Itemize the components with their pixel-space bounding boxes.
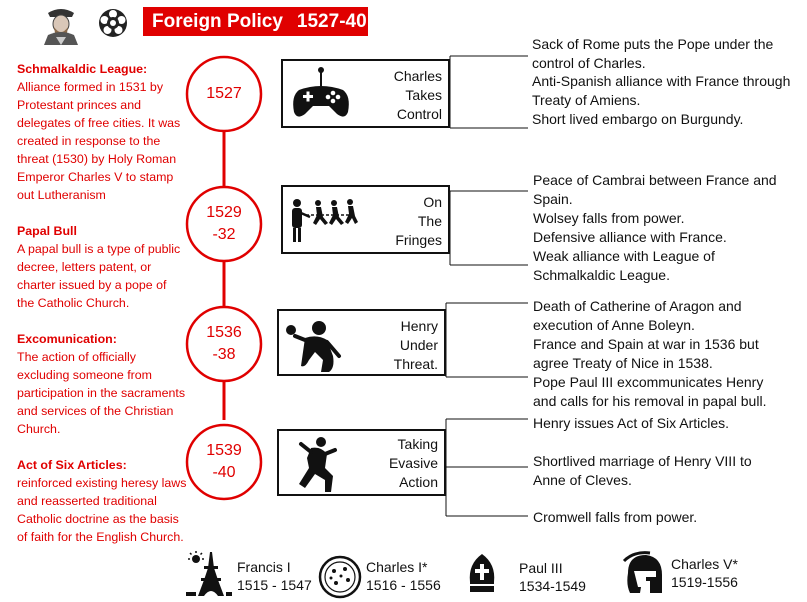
period-box-4 [277, 429, 446, 496]
glossary-term: Excomunication: [17, 332, 117, 346]
glossary-term: Act of Six Articles: [17, 458, 127, 472]
glossary-term: Papal Bull [17, 224, 77, 238]
event-item: France and Spain at war in 1536 but agree Treaty of Nice in 1538. [533, 336, 759, 371]
event-item: Henry issues Act of Six Articles. [533, 415, 730, 431]
running-figures-icon [288, 195, 358, 247]
period-label-line: Evasive [388, 455, 438, 471]
period-label-line: Under [399, 337, 438, 353]
legend-name: Charles V* [671, 556, 738, 572]
legend-name: Francis I [237, 559, 291, 575]
period-years-line: 1527 [206, 85, 242, 102]
period-years-2 [188, 202, 260, 246]
legend-years: 1519-1556 [671, 574, 738, 590]
period-label-line: Control [396, 106, 442, 122]
event-item: Shortlived marriage of Henry VIII to Anne of Cleves. [533, 453, 752, 488]
period-label-line: Taking [397, 436, 438, 452]
gamepad-icon [291, 66, 351, 124]
period-label-line: The [417, 213, 442, 229]
period-years-4 [188, 440, 260, 484]
title-text: Foreign Policy [152, 11, 283, 32]
period-years-line: -32 [212, 226, 236, 243]
event-item: Peace of Cambrai between France and Spain. [533, 172, 777, 207]
paella-icon [318, 555, 362, 599]
event-item: Weak alliance with League of Schmalkaldic League. [533, 248, 715, 283]
mitre-icon [466, 552, 498, 596]
evasive-figure-icon [291, 434, 341, 494]
period-label [358, 317, 438, 374]
event-item: Anti-Spanish alliance with France through Treaty of Amiens. [532, 73, 791, 108]
eiffel-tower-icon [184, 550, 232, 598]
event-item: Cromwell falls from power. [533, 509, 698, 525]
glossary-definition: The action of officially excluding someone from participation in the sacraments and services of the Christian Church. [17, 350, 186, 436]
legend-item [671, 555, 738, 591]
event-item: Sack of Rome puts the Pope under the control of Charles. [532, 36, 774, 71]
period-years-line: 1529 [206, 204, 242, 221]
period-label [362, 193, 442, 250]
period-box-3 [277, 309, 446, 376]
period-label-line: Henry [400, 318, 438, 334]
event-bracket-4 [446, 419, 528, 516]
legend-name: Paul III [519, 560, 563, 576]
legend-years: 1534-1549 [519, 578, 586, 594]
helmet-icon [620, 551, 666, 597]
legend-name: Charles I* [366, 559, 428, 575]
legend-years: 1515 - 1547 [237, 577, 312, 593]
event-item: Death of Catherine of Aragon and execution of Anne Boleyn. [533, 298, 742, 333]
period-label-line: On [423, 194, 442, 210]
legend-item [519, 559, 586, 595]
glossary-definition: A papal bull is a type of public decree, letters patent, or charter issued by a pope of the Catholic Church. [17, 242, 181, 310]
period-box-2 [281, 185, 450, 254]
glossary-definition: reinforced existing heresy laws and reasserted traditional Catholic doctrine as the basis of faith for the English Church. [17, 476, 187, 544]
event-bracket-1 [450, 56, 528, 128]
period-label-line: Takes [405, 87, 442, 103]
period-years-3 [188, 322, 260, 366]
period-label [358, 435, 438, 492]
period-years-line: 1536 [206, 324, 242, 341]
glossary-definition: Alliance formed in 1531 by Protestant princes and delegates of free cities. It was created in response to the threat (1530) by Holy Roman Emperor Charles V to stamp out Lutheranism [17, 80, 181, 202]
period-box-1 [281, 59, 450, 128]
event-bracket-3 [446, 303, 528, 377]
period-label [362, 67, 442, 124]
legend-years: 1516 - 1556 [366, 577, 441, 593]
dodging-figure-icon [283, 316, 345, 374]
event-item: Pope Paul III excommunicates Henry and calls for his removal in papal bull. [533, 374, 767, 409]
event-bracket-2 [450, 191, 528, 265]
period-years-line: -40 [212, 464, 236, 481]
event-item: Short lived embargo on Burgundy. [532, 111, 744, 127]
title-years: 1527-40 [296, 11, 367, 32]
period-label-line: Action [399, 474, 438, 490]
legend-item [237, 558, 312, 594]
period-label-line: Threat. [393, 356, 438, 372]
glossary-term: Schmalkaldic League: [17, 62, 148, 76]
period-years-line: -38 [212, 346, 236, 363]
period-label-line: Charles [393, 68, 442, 84]
event-item: Defensive alliance with France. [533, 229, 727, 245]
event-item: Wolsey falls from power. [533, 210, 685, 226]
period-years-line: 1539 [206, 442, 242, 459]
period-years-1 [188, 83, 260, 105]
legend-item [366, 558, 441, 594]
period-label-line: Fringes [395, 232, 442, 248]
